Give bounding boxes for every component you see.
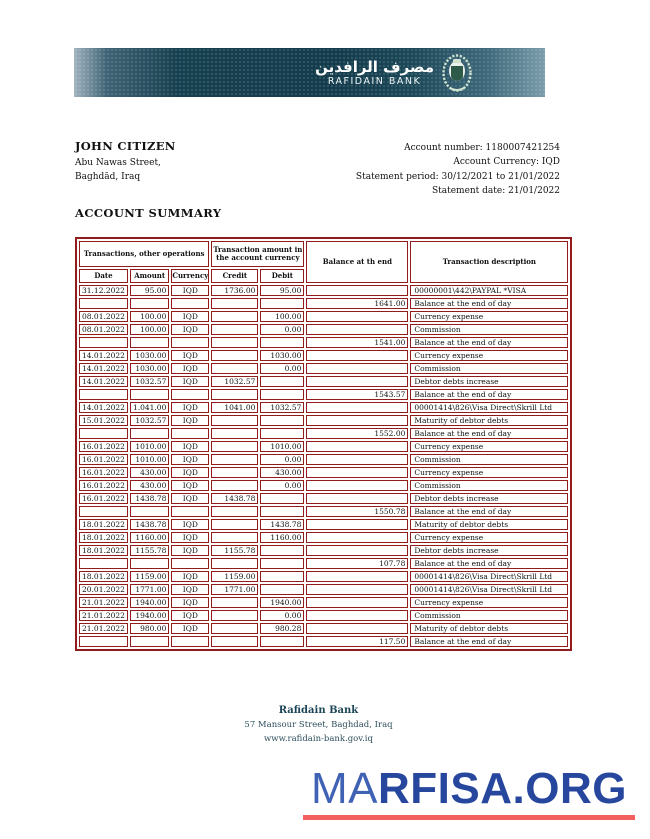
balance-cell: 1641.00 [306,298,408,309]
balance-cell: 1543.57 [306,389,408,400]
statement-date-line: Statement date: 21/01/2022 [431,186,560,197]
table-row [79,545,568,556]
credit-cell: 1438.78 [211,493,258,504]
header-debit: Debit [260,269,304,283]
amount-cell: 430.00 [130,480,169,491]
amount-cell: 1940.00 [130,597,169,608]
description-cell: Commission [410,480,568,491]
date-cell: 18.01.2022 [79,545,128,556]
debit-cell: 1030.00 [260,350,304,361]
currency-cell: IQD [171,532,209,543]
credit-cell [211,363,258,374]
description-cell: Balance at the end of day [410,389,568,400]
account-currency-line: Account Currency: IQD [453,157,560,168]
description-cell: Currency expense [410,467,568,478]
currency-cell: IQD [171,376,209,387]
table-row [79,298,568,309]
footer-block [75,705,562,746]
currency-cell: IQD [171,363,209,374]
date-cell: 15.01.2022 [79,415,128,426]
credit-cell [211,389,258,400]
currency-cell: IQD [171,415,209,426]
credit-cell [211,480,258,491]
amount-cell: 1010.00 [130,454,169,465]
credit-cell [211,350,258,361]
credit-cell [211,428,258,439]
description-cell: Currency expense [410,532,568,543]
description-cell: Balance at the end of day [410,636,568,647]
bank-header-banner [74,48,545,97]
balance-cell: 107.78 [306,558,408,569]
credit-cell [211,597,258,608]
balance-cell [306,584,408,595]
currency-cell [171,298,209,309]
table-row [79,493,568,504]
debit-cell [260,506,304,517]
date-cell: 08.01.2022 [79,324,128,335]
description-cell: Balance at the end of day [410,428,568,439]
description-cell: Commission [410,363,568,374]
date-cell: 21.01.2022 [79,597,128,608]
credit-cell [211,311,258,322]
description-cell: 00001414\826\Visa Direct\Skrill Ltd [410,402,568,413]
date-cell: 14.01.2022 [79,402,128,413]
balance-cell [306,324,408,335]
balance-cell [306,610,408,621]
credit-cell [211,623,258,634]
credit-cell [211,415,258,426]
date-cell [79,298,128,309]
table-row [79,428,568,439]
debit-cell: 1940.00 [260,597,304,608]
marfisa-logo-text-bold: RFISA.ORG [378,764,627,813]
description-cell: Maturity of debtor debts [410,415,568,426]
description-cell: 00001414\826\Visa Direct\Skrill Ltd [410,584,568,595]
header-description: Transaction description [410,241,568,283]
marfisa-logo-text [303,766,635,812]
table-row [79,519,568,530]
date-cell: 18.01.2022 [79,519,128,530]
credit-cell [211,636,258,647]
amount-cell: 1940.00 [130,610,169,621]
debit-cell [260,584,304,595]
date-cell: 21.01.2022 [79,623,128,634]
bank-name-latin: RAFIDAIN BANK [327,75,422,87]
amount-cell: 1030.00 [130,363,169,374]
marfisa-logo [303,766,635,820]
currency-cell [171,506,209,517]
amount-cell [130,389,169,400]
debit-cell [260,545,304,556]
table-row [79,415,568,426]
amount-cell: 1032.57 [130,415,169,426]
amount-cell: 1438.78 [130,519,169,530]
debit-cell: 95.00 [260,285,304,296]
currency-cell: IQD [171,571,209,582]
section-title: ACCOUNT SUMMARY [75,206,222,220]
credit-cell: 1159.00 [211,571,258,582]
debit-cell [260,389,304,400]
credit-cell: 1771.00 [211,584,258,595]
table-row [79,324,568,335]
currency-cell: IQD [171,402,209,413]
currency-cell: IQD [171,467,209,478]
amount-cell: 1159.00 [130,571,169,582]
header-amount-in-currency: Transaction amount in the account currency [211,241,304,267]
currency-cell [171,337,209,348]
account-info-block [240,141,560,199]
date-cell: 16.01.2022 [79,493,128,504]
balance-cell: 1552.00 [306,428,408,439]
table-row [79,597,568,608]
amount-cell: 1010.00 [130,441,169,452]
amount-cell: 100.00 [130,311,169,322]
footer-address: 57 Mansour Street, Baghdad, Iraq [244,720,393,730]
date-cell [79,558,128,569]
table-row [79,623,568,634]
debit-cell [260,493,304,504]
balance-cell [306,467,408,478]
debit-cell: 0.00 [260,480,304,491]
table-row [79,558,568,569]
description-cell: Maturity of debtor debts [410,519,568,530]
balance-cell [306,545,408,556]
date-cell: 20.01.2022 [79,584,128,595]
credit-cell [211,298,258,309]
bank-emblem-icon [441,52,473,93]
balance-cell [306,363,408,374]
amount-cell: 1030.00 [130,350,169,361]
description-cell: Balance at the end of day [410,298,568,309]
currency-cell: IQD [171,545,209,556]
debit-cell: 1032.57 [260,402,304,413]
marfisa-logo-text-light: MA [311,764,379,813]
table-row [79,454,568,465]
date-cell [79,337,128,348]
currency-cell: IQD [171,285,209,296]
debit-cell [260,415,304,426]
currency-cell: IQD [171,597,209,608]
currency-cell [171,636,209,647]
amount-cell [130,506,169,517]
currency-cell [171,428,209,439]
table-row [79,389,568,400]
date-cell: 14.01.2022 [79,350,128,361]
date-cell [79,506,128,517]
debit-cell [260,428,304,439]
amount-cell: 1160.00 [130,532,169,543]
header-operations: Transactions, other operations [79,241,209,267]
debit-cell [260,298,304,309]
account-number-line: Account number: 1180007421254 [404,143,560,153]
credit-cell [211,324,258,335]
table-row [79,376,568,387]
currency-cell: IQD [171,493,209,504]
table-row [79,285,568,296]
debit-cell: 980.28 [260,623,304,634]
description-cell: Debtor debts increase [410,545,568,556]
amount-cell: 100.00 [130,324,169,335]
currency-cell: IQD [171,610,209,621]
debit-cell [260,558,304,569]
debit-cell: 430.00 [260,467,304,478]
header-amount: Amount [130,269,169,283]
description-cell: Maturity of debtor debts [410,623,568,634]
credit-cell [211,441,258,452]
credit-cell [211,454,258,465]
credit-cell: 1041.00 [211,402,258,413]
description-cell: Balance at the end of day [410,558,568,569]
date-cell: 16.01.2022 [79,454,128,465]
header-currency: Currency [171,269,209,283]
balance-cell [306,285,408,296]
debit-cell: 100.00 [260,311,304,322]
credit-cell [211,337,258,348]
date-cell: 18.01.2022 [79,571,128,582]
debit-cell: 0.00 [260,324,304,335]
description-cell: Currency expense [410,311,568,322]
amount-cell: 980.00 [130,623,169,634]
amount-cell: 1.041.00 [130,402,169,413]
debit-cell: 1438.78 [260,519,304,530]
debit-cell [260,571,304,582]
table-row [79,506,568,517]
date-cell: 21.01.2022 [79,610,128,621]
amount-cell: 1155.78 [130,545,169,556]
balance-cell [306,493,408,504]
description-cell: Commission [410,454,568,465]
amount-cell: 1032.57 [130,376,169,387]
currency-cell: IQD [171,311,209,322]
description-cell: Currency expense [410,441,568,452]
table-row [79,363,568,374]
date-cell: 16.01.2022 [79,441,128,452]
date-cell: 14.01.2022 [79,376,128,387]
debit-cell: 1160.00 [260,532,304,543]
currency-cell: IQD [171,454,209,465]
table-row [79,571,568,582]
account-holder-address-line2: Baghdād, Iraq [75,171,141,182]
transactions-body [79,285,568,647]
balance-cell [306,454,408,465]
credit-cell: 1155.78 [211,545,258,556]
credit-cell: 1032.57 [211,376,258,387]
table-row [79,441,568,452]
balance-cell: 117.50 [306,636,408,647]
description-cell: Currency expense [410,597,568,608]
amount-cell [130,636,169,647]
currency-cell: IQD [171,623,209,634]
currency-cell: IQD [171,519,209,530]
description-cell: Balance at the end of day [410,337,568,348]
balance-cell [306,402,408,413]
date-cell [79,389,128,400]
debit-cell [260,376,304,387]
amount-cell: 1771.00 [130,584,169,595]
marfisa-logo-underline [303,815,635,820]
credit-cell [211,532,258,543]
description-cell: Debtor debts increase [410,493,568,504]
debit-cell: 0.00 [260,610,304,621]
balance-cell [306,480,408,491]
debit-cell: 0.00 [260,363,304,374]
amount-cell: 1438.78 [130,493,169,504]
debit-cell [260,636,304,647]
debit-cell: 1010.00 [260,441,304,452]
date-cell: 18.01.2022 [79,532,128,543]
credit-cell [211,519,258,530]
header-credit: Credit [211,269,258,283]
balance-cell [306,441,408,452]
description-cell: Commission [410,610,568,621]
bank-name-arabic: مصرف الرافدين [315,57,434,76]
debit-cell: 0.00 [260,454,304,465]
date-cell: 16.01.2022 [79,480,128,491]
balance-cell [306,519,408,530]
date-cell: 14.01.2022 [79,363,128,374]
balance-cell [306,597,408,608]
date-cell: 08.01.2022 [79,311,128,322]
description-cell: Commission [410,324,568,335]
credit-cell [211,506,258,517]
table-row [79,311,568,322]
date-cell [79,636,128,647]
amount-cell [130,298,169,309]
amount-cell [130,558,169,569]
header-balance: Balance at th end [306,241,408,283]
credit-cell [211,467,258,478]
table-row [79,350,568,361]
description-cell: 00001414\826\Visa Direct\Skrill Ltd [410,571,568,582]
balance-cell: 1550.78 [306,506,408,517]
credit-cell [211,558,258,569]
table-row [79,532,568,543]
description-cell: Currency expense [410,350,568,361]
description-cell: Balance at the end of day [410,506,568,517]
debit-cell [260,337,304,348]
table-row [79,467,568,478]
table-row [79,636,568,647]
table-row [79,480,568,491]
description-cell: Debtor debts increase [410,376,568,387]
table-row [79,584,568,595]
balance-cell [306,376,408,387]
balance-cell [306,623,408,634]
table-row [79,610,568,621]
date-cell: 31.12.2022 [79,285,128,296]
account-holder-address-line1: Abu Nawas Street, [75,158,161,168]
currency-cell: IQD [171,441,209,452]
table-group-header-row [79,241,568,267]
date-cell: 16.01.2022 [79,467,128,478]
currency-cell [171,558,209,569]
footer-website: www.rafidain-bank.gov.iq [264,733,373,744]
currency-cell: IQD [171,584,209,595]
table-row [79,402,568,413]
description-cell: 00000001\442\PAYPAL *VISA [410,285,568,296]
currency-cell: IQD [171,480,209,491]
footer-bank-name: Rafidain Bank [278,705,359,716]
header-date: Date [79,269,128,283]
statement-period-line: Statement period: 30/12/2021 to 21/01/2022 [355,171,560,182]
balance-cell [306,571,408,582]
amount-cell [130,428,169,439]
account-holder-block [75,139,176,184]
balance-cell: 1541.00 [306,337,408,348]
balance-cell [306,311,408,322]
balance-cell [306,415,408,426]
amount-cell: 430.00 [130,467,169,478]
balance-cell [306,350,408,361]
credit-cell [211,610,258,621]
table-row [79,337,568,348]
balance-cell [306,532,408,543]
amount-cell [130,337,169,348]
currency-cell: IQD [171,350,209,361]
account-holder-name: JOHN CITIZEN [75,139,176,153]
currency-cell [171,389,209,400]
amount-cell: 95.00 [130,285,169,296]
currency-cell: IQD [171,324,209,335]
credit-cell: 1736.00 [211,285,258,296]
date-cell [79,428,128,439]
transactions-table [75,237,572,651]
